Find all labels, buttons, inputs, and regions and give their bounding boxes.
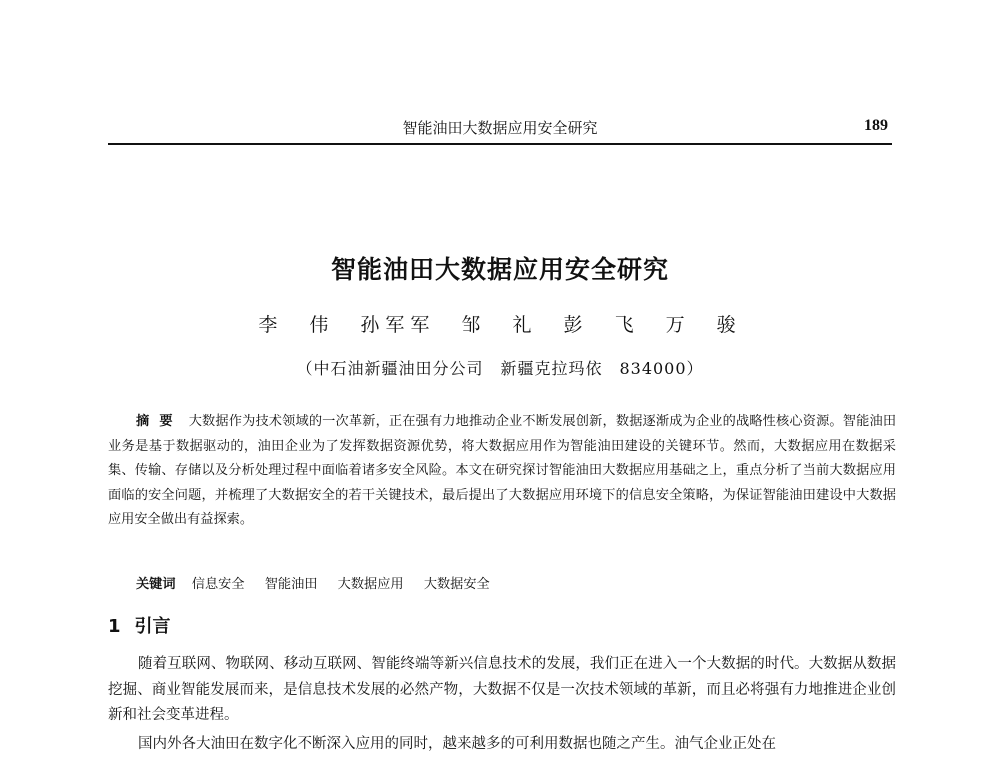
- body-paragraph: 国内外各大油田在数字化不断深入应用的同时，越来越多的可利用数据也随之产生。油气企业正处在: [138, 736, 776, 752]
- header-rule: [108, 143, 892, 145]
- keyword: 信息安全: [191, 577, 245, 592]
- abstract-label: 摘要: [136, 414, 183, 429]
- keywords: [136, 573, 506, 592]
- abstract: [108, 410, 896, 533]
- paper-title: 智能油田大数据应用安全研究: [330, 255, 669, 284]
- section-number: 1: [108, 616, 121, 637]
- keyword: 大数据应用: [337, 577, 404, 592]
- keyword: 智能油田: [264, 577, 318, 592]
- keyword: 大数据安全: [423, 577, 490, 592]
- section-heading: [108, 612, 171, 638]
- abstract-text: 大数据作为技术领域的一次革新，正在强有力地推动企业不断发展创新，数据逐渐成为企业的战略性核心资源。智能油田业务是基于数据驱动的，油田企业为了发挥数据资源优势，将大数据应用作为智能油田建设的关键环节。然而，大数据应用在数据采集、传输、存储以及分析处理过程中面临着诸多安全风险。本文在研究探讨智能油田大数据应用基础之上，重点分析了当前大数据应用面临的安全问题，并梳理了大数据安全的若干关键技术，最后提出了大数据应用环境下的信息安全策略，为保证智能油田建设中大数据应用安全做出有益探索。: [108, 414, 897, 528]
- page-number: 189: [864, 117, 888, 134]
- author-list: 李 伟 孙军军 邹 礼 彭 飞 万 骏: [258, 314, 742, 336]
- running-header-title: 智能油田大数据应用安全研究: [402, 119, 598, 137]
- body-paragraph: 随着互联网、物联网、移动互联网、智能终端等新兴信息技术的发展，我们正在进入一个大数据的时代。大数据从数据挖掘、商业智能发展而来，是信息技术发展的必然产物，大数据不仅是一次技术领域的革新，而且必将强有力地推进企业创新和社会变革进程。: [108, 656, 896, 723]
- keywords-label: 关键词: [136, 577, 176, 592]
- affiliation: （中石油新疆油田分公司 新疆克拉玛依 834000）: [296, 359, 704, 378]
- running-header: [108, 117, 892, 141]
- section-title: 引言: [134, 616, 171, 637]
